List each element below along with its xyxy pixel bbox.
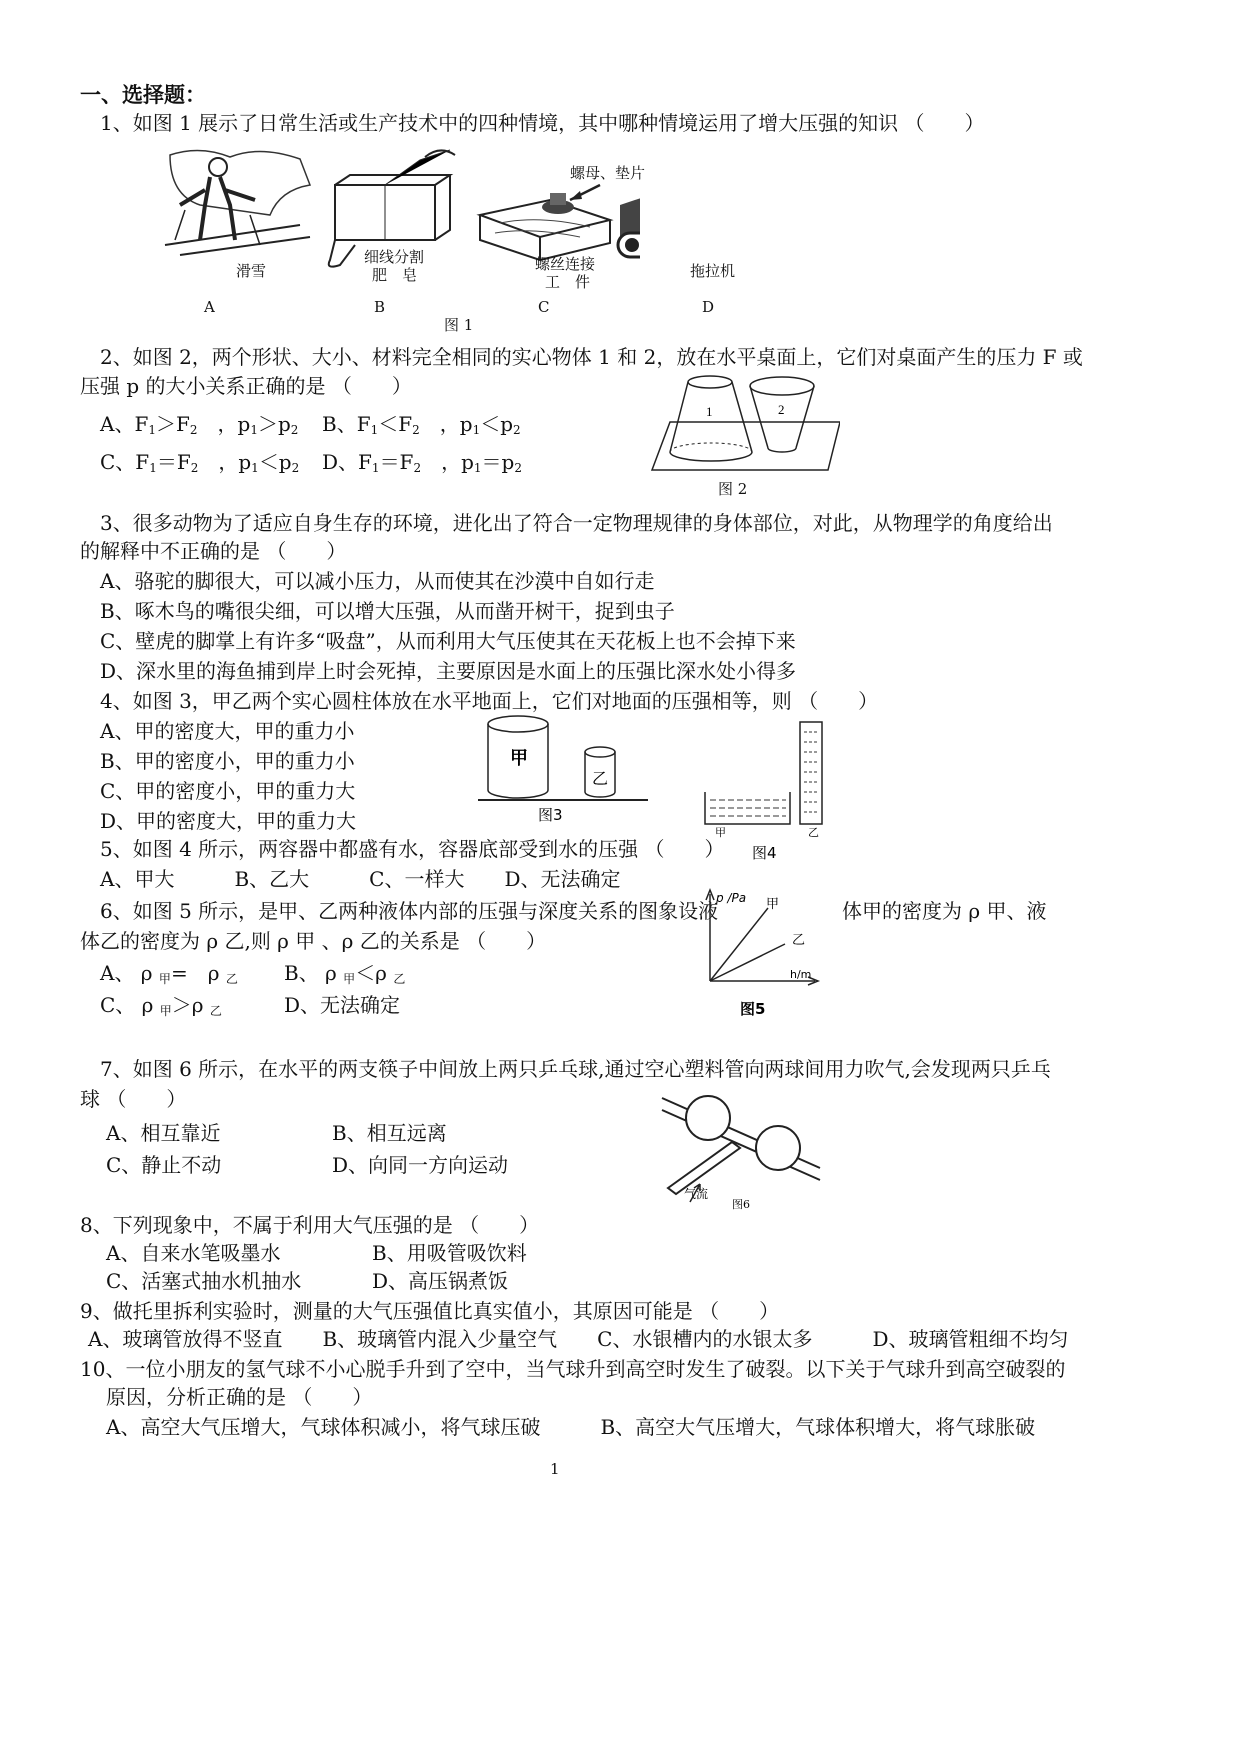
question-3-option-d: D、深水里的海鱼捕到岸上时会死掉，主要原因是水面上的压强比深水处小得多 (100, 659, 797, 683)
question-2-option-c: C、$F_1=F_2$ ，$p_1<p_2$ (100, 450, 300, 475)
container-jia-label: 甲 (715, 826, 726, 839)
label-c: C (538, 298, 550, 316)
question-8-option-b: B、用吸管吸饮料 (372, 1241, 527, 1265)
skier-drawing (165, 150, 310, 255)
section-title: 一、选择题： (80, 82, 206, 107)
question-7-stem-1: 7、如图 6 所示，在水平的两支筷子中间放上两只乒乓球,通过空心塑料管向两球间用力吹气,会发现两只乒乓 (100, 1057, 1051, 1081)
question-3-option-b: B、啄木鸟的嘴很尖细，可以增大压强，从而凿开树干，捉到虫子 (100, 599, 675, 623)
figure-5-graph (700, 886, 830, 1026)
question-5-options: A、甲大 B、乙大 C、一样大 D、无法确定 (100, 867, 621, 891)
question-4-option-b: B、甲的密度小，甲的重力小 (100, 749, 355, 773)
question-6-stem-1a: 6、如图 5 所示，是甲、乙两种液体内部的压强与深度关系的图象设液 (100, 899, 719, 923)
label-a: A (204, 298, 215, 316)
line-jia-label: 甲 (766, 897, 780, 912)
x-axis-label: h/m (790, 968, 812, 981)
question-7-stem-2: 球 （ ） (80, 1087, 187, 1111)
question-4-option-c: C、甲的密度小，甲的重力大 (100, 779, 356, 803)
question-2-option-b: B、$F_1<F_2$ ，$p_1<p_2$ (322, 412, 521, 437)
question-7-option-b: B、相互远离 (332, 1121, 447, 1145)
question-2-option-a: A、$F_1>F_2$ ，$p_1>p_2$ (100, 412, 299, 437)
question-4-stem: 4、如图 3，甲乙两个实心圆柱体放在水平地面上，它们对地面的压强相等，则 （ ） (100, 689, 879, 713)
object-2-label: 2 (778, 402, 785, 417)
question-8-option-d: D、高压锅煮饭 (372, 1269, 509, 1293)
caption-tractor: 拖拉机 (690, 262, 736, 280)
airflow-label: 气流 (684, 1187, 709, 1201)
question-6-option-c: C、 ρ $_甲$＞ρ $_乙$ (100, 993, 222, 1018)
container-yi-label: 乙 (808, 826, 819, 839)
caption-skiing: 滑雪 (236, 262, 267, 280)
figure-3-caption: 图3 (538, 806, 563, 822)
question-3-stem-2: 的解释中不正确的是 （ ） (80, 539, 347, 563)
figure-3-cylinders (478, 712, 648, 822)
question-2-option-d: D、$F_1=F_2$ ，$p_1=p_2$ (322, 450, 522, 475)
cylinder-yi-label: 乙 (592, 769, 609, 788)
question-1-stem: 1、如图 1 展示了日常生活或生产技术中的四种情境，其中哪种情境运用了增大压强的知识 （ ） (100, 111, 985, 135)
object-1-label: 1 (706, 404, 713, 419)
caption-nut-washer: 螺母、垫片 (570, 164, 646, 182)
caption-soap-2: 肥 皂 (372, 266, 418, 284)
question-7-option-a: A、相互靠近 (106, 1121, 221, 1145)
label-d: D (702, 298, 715, 316)
figure-4-caption: 图4 (752, 844, 777, 862)
question-10-stem-2: 原因，分析正确的是 （ ） (106, 1385, 373, 1409)
question-6-stem-1b: 体甲的密度为 ρ 甲、液 (842, 899, 1047, 923)
question-10-stem-1: 10、一位小朋友的氢气球不小心脱手升到了空中，当气球升到高空时发生了破裂。以下关于气球升到高空破裂的 (80, 1357, 1066, 1381)
question-9-options: A、玻璃管放得不竖直 B、玻璃管内混入少量空气 C、水银槽内的水银太多 D、玻璃管粗细不均匀 (88, 1327, 1069, 1351)
caption-screw-1: 螺丝连接 (535, 255, 596, 273)
caption-soap-1: 细线分割 (364, 248, 425, 266)
y-axis-label: p /Pa (716, 891, 747, 905)
page-number: 1 (550, 1460, 560, 1478)
line-yi-label: 乙 (792, 933, 806, 948)
question-4-option-a: A、甲的密度大，甲的重力小 (100, 719, 355, 743)
question-6-option-d: D、无法确定 (284, 993, 401, 1017)
figure-6-caption: 图6 (732, 1198, 750, 1211)
figure-1-illustrations (160, 145, 640, 335)
question-8-option-a: A、自来水笔吸墨水 (106, 1241, 281, 1265)
caption-screw-2: 工 件 (545, 273, 591, 291)
question-3-option-c: C、壁虎的脚掌上有许多“吸盘”，从而利用大气压使其在天花板上也不会掉下来 (100, 629, 796, 653)
question-2-stem-2: 压强 p 的大小关系正确的是 （ ） (80, 374, 412, 398)
question-7-option-c: C、静止不动 (106, 1153, 222, 1177)
figure-1-caption: 图 1 (444, 316, 474, 334)
question-3-option-a: A、骆驼的脚很大，可以减小压力，从而使其在沙漠中自如行走 (100, 569, 655, 593)
question-2-stem-1: 2、如图 2，两个形状、大小、材料完全相同的实心物体 1 和 2，放在水平桌面上，它们对桌面产生的压力 F 或 (100, 345, 1083, 369)
question-3-stem-1: 3、很多动物为了适应自身生存的环境，进化出了符合一定物理规律的身体部位，对此，从物理学的角度给出 (100, 511, 1053, 535)
figure-6-pingpong (660, 1090, 830, 1212)
figure-5-caption: 图5 (740, 1000, 766, 1018)
cylinder-jia-label: 甲 (510, 748, 528, 769)
screw-workpiece-drawing (480, 185, 610, 260)
question-5-stem: 5、如图 4 所示，两容器中都盛有水，容器底部受到水的压强 （ ） (100, 837, 725, 861)
question-8-stem: 8、下列现象中，不属于利用大气压强的是 （ ） (80, 1213, 540, 1237)
figure-2-caption: 图 2 (718, 480, 748, 498)
question-7-option-d: D、向同一方向运动 (332, 1153, 509, 1177)
label-b: B (374, 298, 386, 316)
question-8-option-c: C、活塞式抽水机抽水 (106, 1269, 302, 1293)
question-6-option-b: B、 ρ $_甲$＜ρ $_乙$ (284, 961, 406, 986)
question-6-stem-2: 体乙的密度为 ρ 乙,则 ρ 甲 、ρ 乙的关系是 （ ） (80, 929, 547, 953)
question-10-options-ab: A、高空大气压增大，气球体积减小，将气球压破 B、高空大气压增大，气球体积增大，将气球胀破 (106, 1415, 1036, 1439)
question-4-option-d: D、甲的密度大，甲的重力大 (100, 809, 357, 833)
figure-2-frustums (650, 372, 840, 472)
question-6-option-a: A、 ρ $_甲$= ρ $_乙$ (100, 961, 238, 986)
question-9-stem: 9、做托里拆利实验时，测量的大气压强值比真实值小，其原因可能是 （ ） (80, 1299, 780, 1323)
